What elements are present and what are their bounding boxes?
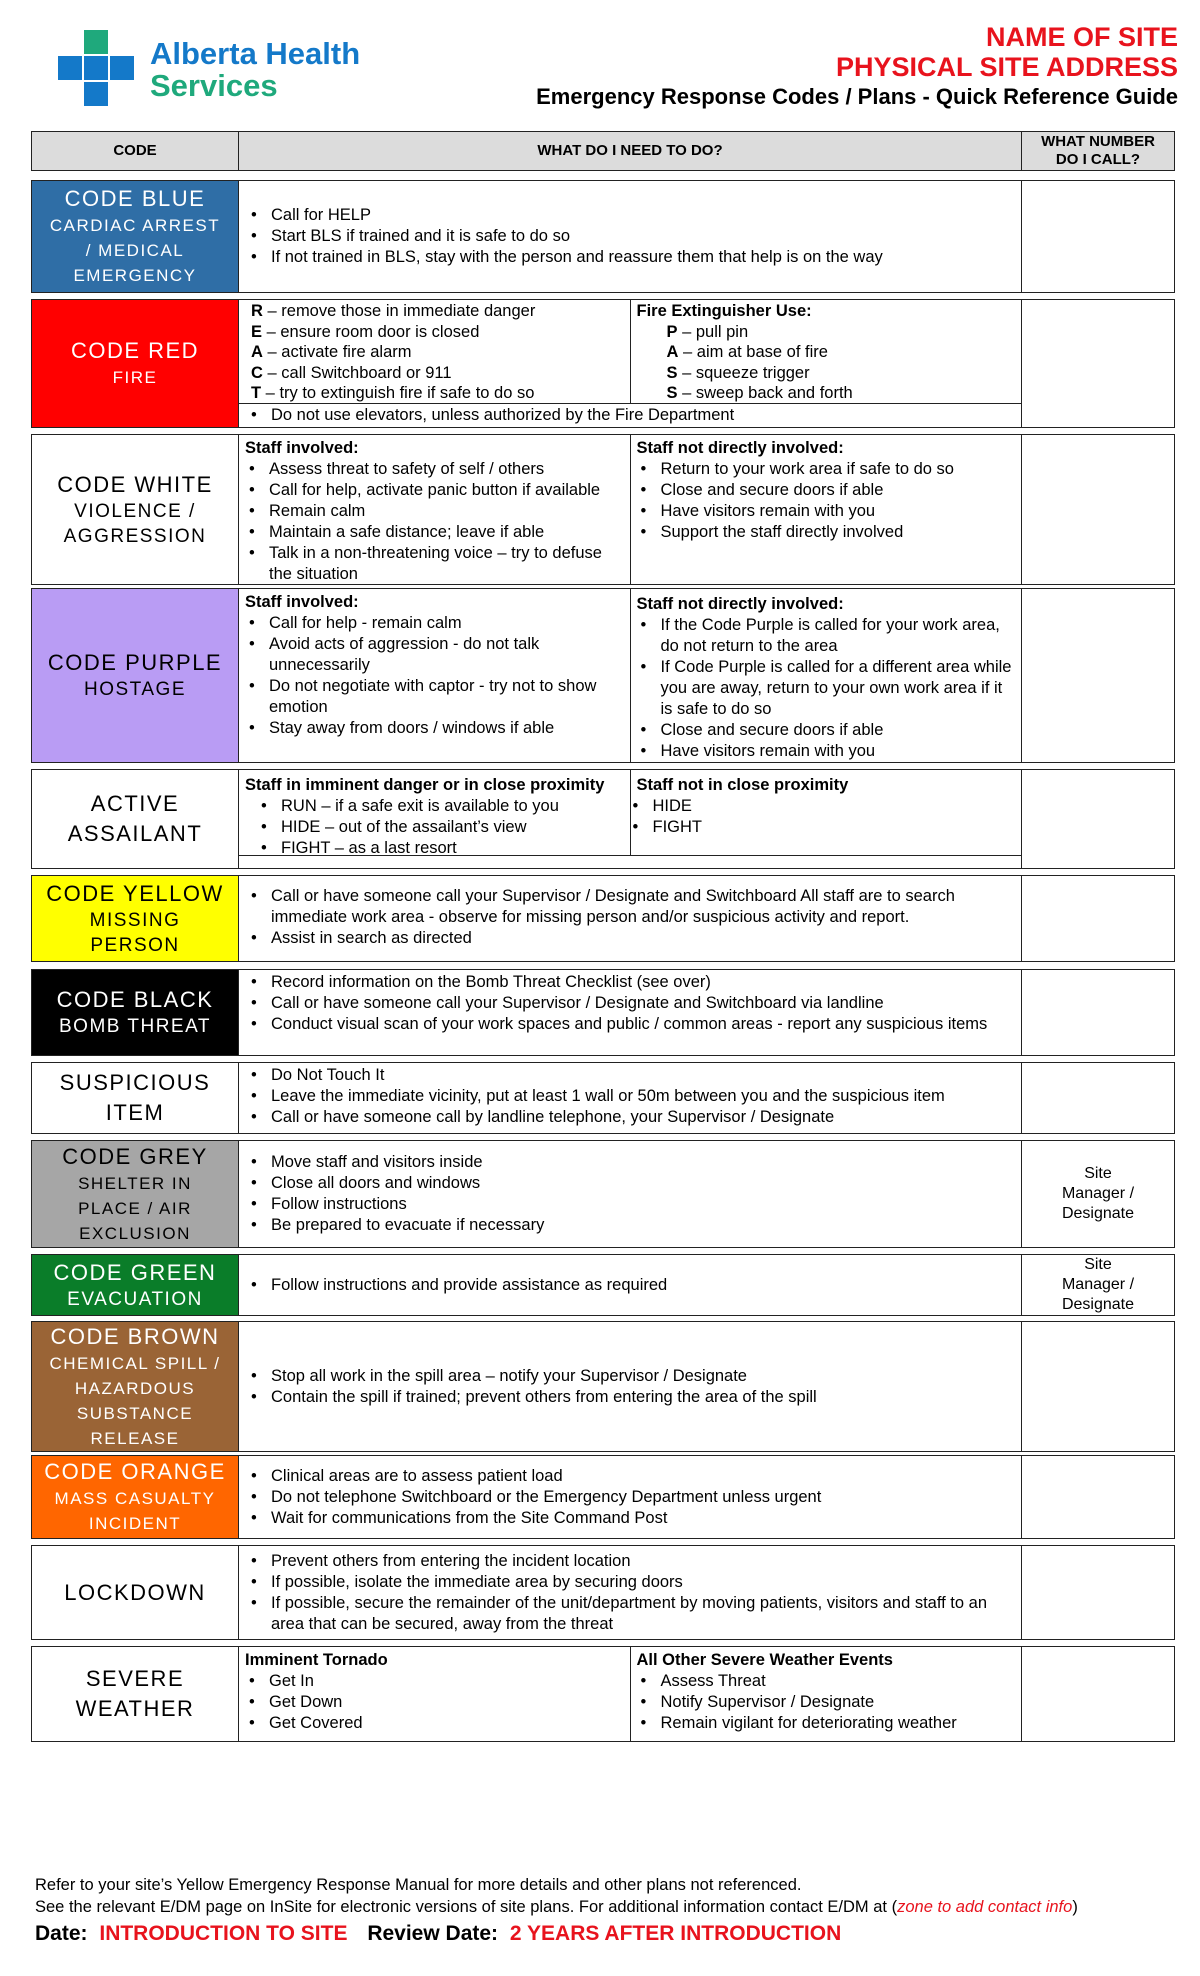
dates-line: [35, 1920, 841, 1948]
severe-weather-instructions: Imminent Tornado • Get In • Get Down • Get Covered All Other Severe Weather Events • Assess Threat • Notify Supervisor / Designate • Remain vigilant for deteriorating weather: [238, 1647, 1022, 1741]
list-item: • Conduct visual scan of your work spaces and public / common areas - report any suspicious items: [271, 1014, 1013, 1035]
code-orange-label: CODE ORANGE MASS CASUALTY INCIDENT: [32, 1456, 238, 1538]
footer-line-1: Refer to your site’s Yellow Emergency Response Manual for more details and other plans not referenced.: [35, 1876, 802, 1894]
list-item: • FIGHT: [653, 817, 1016, 838]
active-assailant-instructions: Staff in imminent danger or in close proximity • RUN – if a safe exit is available to you • HIDE – out of the assailant’s view • FIGHT – as a last resort Staff not in close proximity • HIDE • FIGHT: [238, 770, 1022, 868]
list-item: • Talk in a non-threatening voice – try to defuse the situation: [269, 543, 624, 585]
list-item: • Stop all work in the spill area – notify your Supervisor / Designate: [271, 1366, 1013, 1387]
code-brown-number: [1022, 1322, 1174, 1451]
column-header-code: CODE: [113, 142, 157, 159]
list-item: • If the Code Purple is called for your work area, do not return to the area: [661, 615, 1016, 657]
column-header-todo: WHAT DO I NEED TO DO?: [238, 132, 1022, 170]
code-purple-instructions: Staff involved: • Call for help - remain calm • Avoid acts of aggression - do not talk unnecessarily • Do not negotiate with captor - try not to show emotion • Stay away from doors / windows if able Staff not directly involved: • If the Code Purple is called for your work area, do not return to the area • If Code Purple is called for a different area while you are away, return to your own work area if it is safe to do so • Close and secure doors if able • Have visitors remain with you: [238, 589, 1022, 762]
list-item: • Call or have someone call by landline telephone, your Supervisor / Designate: [271, 1107, 1013, 1128]
list-item: • Close and secure doors if able: [661, 720, 1016, 741]
logo-line-1: Alberta Health: [150, 36, 361, 71]
list-item: • HIDE – out of the assailant’s view: [281, 817, 624, 838]
column-header-number: WHAT NUMBER DO I CALL?: [1041, 133, 1155, 168]
severe-weather-number: [1022, 1647, 1174, 1741]
row-code-grey: [31, 1140, 1175, 1248]
alberta-health-services-logo: [58, 30, 378, 110]
list-item: • Call or have someone call your Supervisor / Designate and Switchboard All staff are to search immediate work area - observe for missing person and/or suspicious activity and report.: [271, 886, 1013, 928]
code-red-number: [1022, 300, 1174, 427]
list-item: • Wait for communications from the Site Command Post: [271, 1508, 1013, 1529]
code-brown-label: CODE BROWN CHEMICAL SPILL / HAZARDOUS SUBSTANCE RELEASE: [32, 1322, 238, 1451]
code-yellow-instructions: [238, 876, 1022, 961]
list-item: • Contain the spill if trained; prevent others from entering the area of the spill: [271, 1387, 1013, 1408]
list-item: • Have visitors remain with you: [661, 501, 1016, 522]
list-item: • Call for HELP: [271, 205, 1013, 226]
lockdown-instructions: [238, 1546, 1022, 1639]
row-code-red: [31, 299, 1175, 428]
list-item: • FIGHT – as a last resort: [281, 838, 624, 859]
list-item: • Close all doors and windows: [271, 1173, 1013, 1194]
list-item: • If Code Purple is called for a different area while you are away, return to your own work area if it is safe to do so: [661, 657, 1016, 720]
list-item: • Close and secure doors if able: [661, 480, 1016, 501]
code-white-label: CODE WHITE VIOLENCE / AGGRESSION: [32, 435, 238, 584]
row-active-assailant: [31, 769, 1175, 869]
row-severe-weather: [31, 1646, 1175, 1742]
list-item: • Maintain a safe distance; leave if able: [269, 522, 624, 543]
suspicious-item-number: [1022, 1063, 1174, 1133]
table-header-row: [31, 131, 1175, 171]
lockdown-label: LOCKDOWN: [32, 1546, 238, 1639]
row-code-purple: [31, 588, 1175, 763]
list-item: • If possible, secure the remainder of the unit/department by moving patients, visitors and staff to an area that can be secured, away from the threat: [271, 1593, 1013, 1635]
code-purple-number: [1022, 589, 1174, 762]
list-item: • RUN – if a safe exit is available to you: [281, 796, 624, 817]
row-code-white: [31, 434, 1175, 585]
list-item: • Notify Supervisor / Designate: [661, 1692, 1016, 1713]
code-red-label: CODE RED FIRE: [32, 300, 238, 427]
code-white-instructions: Staff involved: • Assess threat to safety of self / others • Call for help, activate panic button if available • Remain calm • Maintain a safe distance; leave if able • Talk in a non-threatening voice – try to defuse the situation Staff not directly involved: • Return to your work area if safe to do so • Close and secure doors if able • Have visitors remain with you • Support the staff directly involved: [238, 435, 1022, 584]
list-item: • If not trained in BLS, stay with the person and reassure them that help is on the way: [271, 247, 1013, 268]
list-item: • Stay away from doors / windows if able: [269, 718, 624, 739]
code-yellow-number: [1022, 876, 1174, 961]
pass-list: Fire Extinguisher Use: P – pull pin A – aim at base of fire S – squeeze trigger S – sweep back and forth: [630, 300, 1022, 403]
list-item: • Remain vigilant for deteriorating weather: [661, 1713, 1016, 1734]
list-item: • Do not use elevators, unless authorized by the Fire Department: [271, 403, 1013, 427]
date-label: Date:: [35, 1922, 88, 1945]
suspicious-item-label: SUSPICIOUS ITEM: [32, 1063, 238, 1133]
codes-table: [31, 131, 1175, 1742]
list-item: • Assess Threat: [661, 1671, 1016, 1692]
code-green-instructions: [238, 1255, 1022, 1315]
list-item: • Remain calm: [269, 501, 624, 522]
code-blue-instructions: [238, 181, 1022, 292]
code-green-label: CODE GREEN EVACUATION: [32, 1255, 238, 1315]
list-item: • Move staff and visitors inside: [271, 1152, 1013, 1173]
active-assailant-label: ACTIVE ASSAILANT: [32, 770, 238, 868]
list-item: • Return to your work area if safe to do so: [661, 459, 1016, 480]
list-item: • Get In: [269, 1671, 624, 1692]
date-value: INTRODUCTION TO SITE: [99, 1922, 348, 1945]
ahs-cross-icon: [58, 30, 138, 110]
row-lockdown: [31, 1545, 1175, 1640]
list-item: • Be prepared to evacuate if necessary: [271, 1215, 1013, 1236]
list-item: • Assess threat to safety of self / others: [269, 459, 624, 480]
list-item: • Do not telephone Switchboard or the Emergency Department unless urgent: [271, 1487, 1013, 1508]
list-item: • Call or have someone call your Supervisor / Designate and Switchboard via landline: [271, 993, 1013, 1014]
site-address: PHYSICAL SITE ADDRESS: [835, 52, 1178, 82]
footer-notes: [35, 1874, 1078, 1918]
list-item: • Have visitors remain with you: [661, 741, 1016, 762]
list-item: • If possible, isolate the immediate area by securing doors: [271, 1572, 1013, 1593]
list-item: • Start BLS if trained and it is safe to do so: [271, 226, 1013, 247]
code-black-label: CODE BLACK BOMB THREAT: [32, 970, 238, 1055]
lockdown-number: [1022, 1546, 1174, 1639]
logo-line-2: Services: [150, 68, 278, 103]
list-item: • Support the staff directly involved: [661, 522, 1016, 543]
list-item: • HIDE: [653, 796, 1016, 817]
list-item: • Leave the immediate vicinity, put at least 1 wall or 50m between you and the suspicious item: [271, 1086, 1013, 1107]
code-red-instructions: [238, 300, 1022, 427]
active-assailant-number: [1022, 770, 1174, 868]
list-item: • Get Covered: [269, 1713, 624, 1734]
code-blue-number: [1022, 181, 1174, 292]
race-list: R – remove those in immediate danger E – ensure room door is closed A – activate fire alarm C – call Switchboard or 911 T – try to extinguish fire if safe to do so: [251, 302, 536, 402]
code-yellow-label: CODE YELLOW MISSING PERSON: [32, 876, 238, 961]
list-item: • Follow instructions: [271, 1194, 1013, 1215]
row-code-orange: [31, 1455, 1175, 1539]
list-item: • Avoid acts of aggression - do not talk unnecessarily: [269, 634, 624, 676]
list-item: • Prevent others from entering the incident location: [271, 1551, 1013, 1572]
row-code-green: [31, 1254, 1175, 1316]
severe-weather-label: SEVERE WEATHER: [32, 1647, 238, 1741]
code-blue-label: CODE BLUE CARDIAC ARREST / MEDICAL EMERGENCY: [32, 181, 238, 292]
code-grey-label: CODE GREY SHELTER IN PLACE / AIR EXCLUSION: [32, 1141, 238, 1247]
code-green-number: Site Manager / Designate: [1061, 1256, 1135, 1313]
list-item: • Call for help - remain calm: [269, 613, 624, 634]
code-orange-instructions: [238, 1456, 1022, 1538]
list-item: • Assist in search as directed: [271, 928, 1013, 949]
list-item: • Call for help, activate panic button if available: [269, 480, 624, 501]
row-code-brown: [31, 1321, 1175, 1452]
suspicious-item-instructions: [238, 1063, 1022, 1133]
code-white-number: [1022, 435, 1174, 584]
list-item: • Do not negotiate with captor - try not to show emotion: [269, 676, 624, 718]
code-grey-number: Site Manager / Designate: [1061, 1165, 1135, 1222]
row-suspicious-item: [31, 1062, 1175, 1134]
row-code-black: [31, 969, 1175, 1056]
list-item: • Do Not Touch It: [271, 1065, 1013, 1086]
row-code-blue: [31, 180, 1175, 293]
list-item: • Record information on the Bomb Threat Checklist (see over): [271, 972, 1013, 993]
code-purple-label: CODE PURPLE HOSTAGE: [32, 589, 238, 762]
contact-placeholder: zone to add contact info: [897, 1898, 1073, 1916]
code-black-number: [1022, 970, 1174, 1055]
code-black-instructions: [238, 970, 1022, 1055]
code-brown-instructions: [238, 1322, 1022, 1451]
site-name: NAME OF SITE: [985, 22, 1178, 52]
row-code-yellow: [31, 875, 1175, 962]
code-orange-number: [1022, 1456, 1174, 1538]
list-item: • Get Down: [269, 1692, 624, 1713]
review-date-value: 2 YEARS AFTER INTRODUCTION: [509, 1922, 842, 1945]
page-title: Emergency Response Codes / Plans - Quick Reference Guide: [536, 84, 1178, 109]
list-item: • Follow instructions and provide assistance as required: [271, 1275, 1013, 1296]
footer-line-2: See the relevant E/DM page on InSite for electronic versions of site plans. For additional information contact E/DM at (zone to add contact info): [35, 1898, 1078, 1916]
code-grey-instructions: [238, 1141, 1022, 1247]
list-item: • Clinical areas are to assess patient load: [271, 1466, 1013, 1487]
review-date-label: Review Date:: [367, 1922, 499, 1945]
